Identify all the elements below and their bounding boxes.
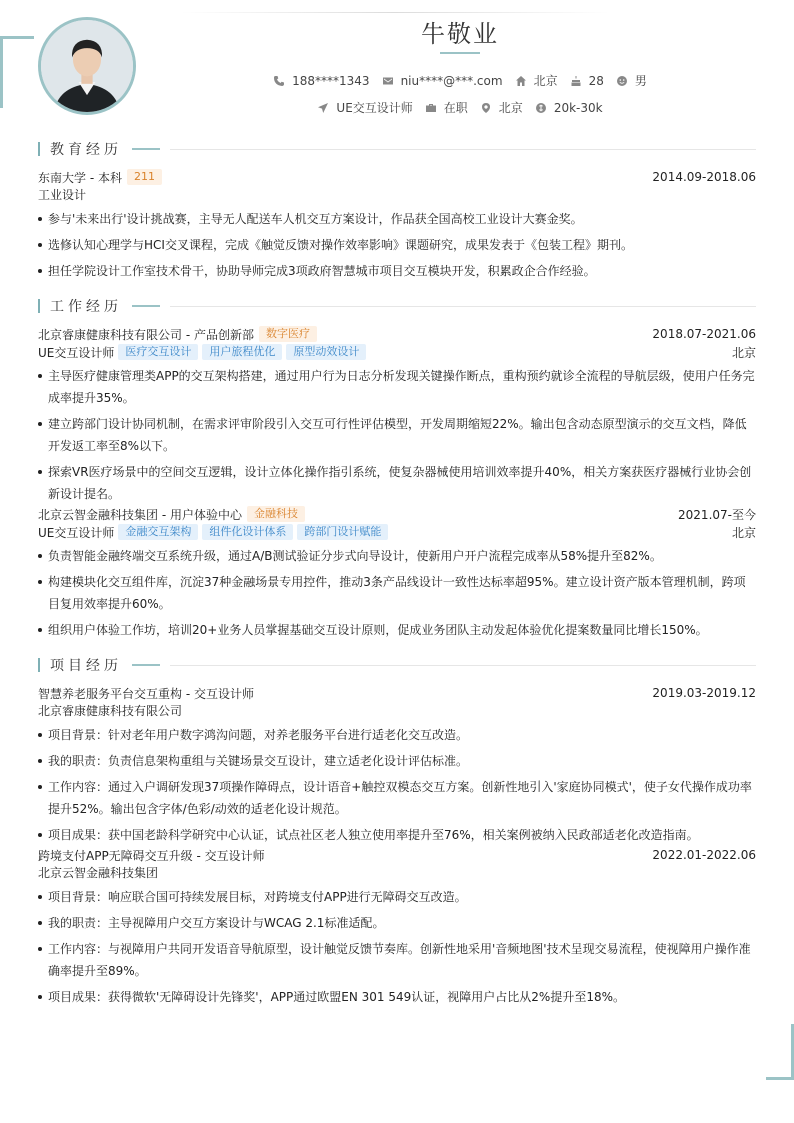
money-icon — [535, 102, 547, 114]
major-name: 工业设计 — [38, 188, 87, 202]
list-item: 组织用户体验工作坊，培训20+业务人员掌握基础交互设计原则，促成业务团队主动发起体验优化提案数量同比增长150%。 — [38, 619, 756, 641]
project-name: 跨境支付APP无障碍交互升级 - 交互设计师 — [38, 848, 265, 863]
location-pin-icon — [480, 102, 492, 114]
section-divider — [170, 149, 756, 150]
list-item: 参与'未来出行'设计挑战赛，主导无人配送车人机交互方案设计，作品获全国高校工业设计大赛金奖。 — [38, 208, 756, 230]
section-divider — [170, 665, 756, 666]
job-intent-row — [0, 99, 794, 116]
project-section-title — [38, 656, 756, 674]
section-bar — [38, 142, 40, 156]
email-item — [382, 74, 503, 88]
skill-tag: 原型动效设计 — [286, 344, 366, 360]
work-entry-2 — [38, 505, 756, 641]
person-face-icon — [616, 75, 628, 87]
list-item: 工作内容：与视障用户共同开发语音导航原型，设计触觉反馈节奏库。创新性地采用'音频地图'技术呈现交易流程，使视障用户操作准确率提升至89%。 — [38, 938, 756, 982]
list-item: 我的职责：主导视障用户交互方案设计与WCAG 2.1标准适配。 — [38, 912, 756, 934]
briefcase-icon — [425, 102, 437, 114]
company-name: 北京云智金融科技集团 - 用户体验中心 — [38, 507, 242, 522]
target-city-item — [480, 99, 523, 116]
skill-tag: 医疗交互设计 — [118, 344, 198, 360]
skill-tag: 组件化设计体系 — [202, 524, 293, 540]
list-item: 项目背景：响应联合国可持续发展目标，对跨境支付APP进行无障碍交互改造。 — [38, 886, 756, 908]
project-date: 2019.03-2019.12 — [652, 686, 756, 700]
phone-icon — [273, 75, 285, 87]
gender-text: 男 — [634, 74, 647, 88]
work-location: 北京 — [731, 525, 756, 540]
list-item: 工作内容：通过入户调研发现37项操作障碍点，设计语音+触控双模态交互方案。创新性地引入'家庭协同模式'，使子女代操作成功率提升52%。输出包含字体/色彩/动效的适老化设计规范。 — [38, 776, 756, 820]
section-heading: 教育经历 — [50, 142, 122, 158]
work-entry-1 — [38, 325, 756, 505]
status-item — [425, 99, 468, 116]
target-position-item — [317, 99, 412, 116]
candidate-name: 牛敬业 — [421, 20, 499, 48]
target-city-text: 北京 — [498, 101, 523, 115]
section-accent — [132, 148, 160, 150]
paper-plane-icon — [317, 102, 329, 114]
list-item: 担任学院设计工作室技术骨干，协助导师完成3项政府智慧城市项目交互模块开发，积累政企合作经验。 — [38, 260, 756, 282]
gender-item — [616, 72, 647, 89]
birthday-cake-icon — [570, 75, 582, 87]
list-item: 选修认知心理学与HCI交叉课程，完成《触觉反馈对操作效率影响》课题研究，成果发表于《包装工程》期刊。 — [38, 234, 756, 256]
age-text: 28 — [588, 73, 604, 88]
work-location: 北京 — [731, 345, 756, 360]
section-divider — [170, 306, 756, 307]
list-item: 构建模块化交互组件库，沉淀37种金融场景专用控件，推动3条产品线设计一致性达标率超95%。建立设计资产版本管理机制，跨项目复用效率提升60%。 — [38, 571, 756, 615]
project-entry-1 — [38, 684, 756, 846]
company-name: 北京睿康健康科技有限公司 - 产品创新部 — [38, 327, 254, 342]
list-item: 主导医疗健康管理类APP的交互架构搭建，通过用户行为日志分析发现关键操作断点，重构预约就诊全流程的导航层级，使用户任务完成率提升35%。 — [38, 365, 756, 409]
list-item: 我的职责：负责信息架构重组与关键场景交互设计，建立适老化设计评估标准。 — [38, 750, 756, 772]
list-item: 项目成果：获中国老龄科学研究中心认证，试点社区老人独立使用率提升至76%，相关案例被纳入民政部适老化改造指南。 — [38, 824, 756, 846]
email-address: niu****@***.com — [400, 73, 503, 88]
project-bullets — [38, 886, 756, 1008]
target-position-text: UE交互设计师 — [336, 101, 413, 115]
list-item: 探索VR医疗场景中的空间交互逻辑，设计立体化操作指引系统，使复杂器械使用培训效率提升40%，相关方案获医疗器械行业协会创新设计提名。 — [38, 461, 756, 505]
city-text: 北京 — [533, 74, 558, 88]
education-section-title — [38, 140, 756, 158]
salary-item — [535, 101, 603, 115]
section-accent — [132, 664, 160, 666]
list-item: 负责智能金融终端交互系统升级，通过A/B测试验证分步式向导设计，使新用户开户流程完成率从58%提升至82%。 — [38, 545, 756, 567]
section-bar — [38, 658, 40, 672]
project-bullets — [38, 724, 756, 846]
skill-tag: 金融交互架构 — [118, 524, 198, 540]
education-date: 2014.09-2018.06 — [652, 170, 756, 184]
skill-tag: 跨部门设计赋能 — [297, 524, 388, 540]
list-item: 项目背景：针对老年用户数字鸿沟问题，对养老服务平台进行适老化交互改造。 — [38, 724, 756, 746]
school-tag: 211 — [127, 169, 162, 185]
role-name: UE交互设计师 — [38, 345, 115, 360]
work-bullets — [38, 545, 756, 641]
top-divider — [180, 12, 610, 13]
work-section-title — [38, 297, 756, 315]
project-date: 2022.01-2022.06 — [652, 848, 756, 862]
contact-info-row — [0, 72, 794, 89]
role-name: UE交互设计师 — [38, 525, 115, 540]
list-item: 项目成果：获得微软'无障碍设计先锋奖'，APP通过欧盟EN 301 549认证，视障用户占比从2%提升至18%。 — [38, 986, 756, 1008]
skill-tag: 用户旅程优化 — [202, 344, 282, 360]
project-entry-2 — [38, 846, 756, 1008]
education-entry — [38, 168, 756, 282]
industry-tag: 金融科技 — [247, 506, 305, 522]
salary-text: 20k-30k — [553, 100, 603, 115]
phone-item — [273, 74, 369, 88]
school-name: 东南大学 - 本科 — [38, 170, 122, 185]
work-date: 2021.07-至今 — [678, 507, 756, 522]
education-bullets — [38, 208, 756, 282]
section-heading: 工作经历 — [50, 299, 122, 315]
section-bar — [38, 299, 40, 313]
project-org: 北京云智金融科技集团 — [38, 866, 159, 880]
mail-icon — [382, 75, 394, 87]
industry-tag: 数字医疗 — [259, 326, 317, 342]
work-date: 2018.07-2021.06 — [652, 327, 756, 341]
project-org: 北京睿康健康科技有限公司 — [38, 704, 183, 718]
project-name: 智慧养老服务平台交互重构 - 交互设计师 — [38, 686, 254, 701]
work-bullets — [38, 365, 756, 505]
home-icon — [515, 75, 527, 87]
name-underline — [440, 52, 480, 54]
corner-decoration-bottom-right — [766, 1024, 794, 1080]
list-item: 建立跨部门设计协同机制，在需求评审阶段引入交互可行性评估模型，开发周期缩短22%。输出包含动态原型演示的交互文档，降低开发返工率至8%以下。 — [38, 413, 756, 457]
status-text: 在职 — [443, 101, 468, 115]
city-item — [515, 72, 558, 89]
section-accent — [132, 305, 160, 307]
section-heading: 项目经历 — [50, 658, 122, 674]
phone-number: 188****1343 — [292, 73, 370, 88]
age-item — [570, 74, 604, 88]
